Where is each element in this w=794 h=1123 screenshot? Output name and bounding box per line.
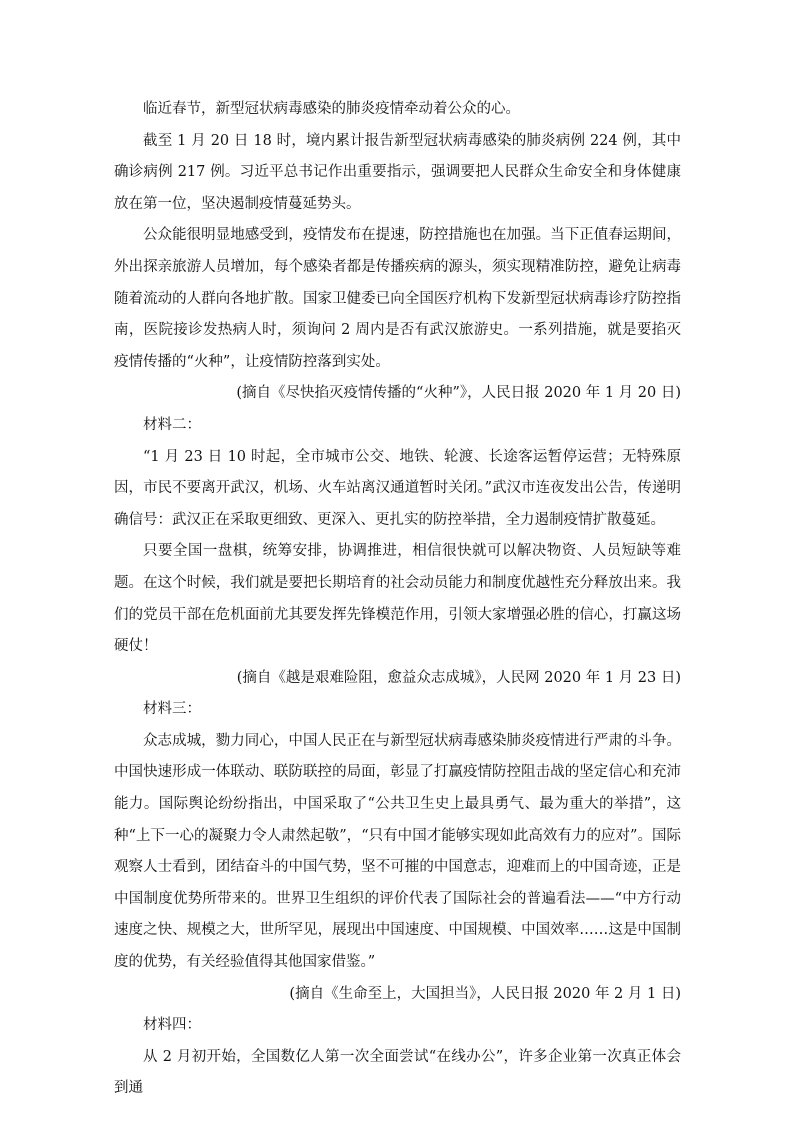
source-citation-2: (摘自《越是艰难险阻，愈益众志成城》，人民网 2020 年 1 月 23 日): [236, 669, 681, 686]
paragraph-wuhan-notice: “1 月 23 日 10 时起，全市城市公交、地铁、轮渡、长途客运暂停运营；无特殊原因，市民不要离开武汉，机场、火车站离汉通道暂时关闭。”武汉市连夜发出公告，传递明确信号：武汉正在采取更细致、更深入、更扎实的防控举措，全力遏制疫情扩散蔓延。: [114, 448, 681, 528]
document-body: [114, 94, 681, 1105]
paragraph-intro: 临近春节，新型冠状病毒感染的肺炎疫情牵动着公众的心。: [143, 101, 520, 117]
paragraph-prevention: 公众能很明显地感受到，疫情发布在提速，防控措施也在加强。当下正值春运期间，外出探亲旅游人员增加，每个感染者都是传播疾病的源头，须实现精准防控，避免让病毒随着流动的人群向各地扩散。国家卫健委已向全国医疗机构下发新型冠状病毒诊疗防控指南，医院接诊发热病人时，须询问 2 周内是否有武汉旅游史。一系列措施，就是要掐灭疫情传播的“火种”，让疫情防控落到实处。: [114, 227, 681, 370]
paragraph-national-coordination: 只要全国一盘棋，统筹安排，协调推进，相信很快就可以解决物资、人员短缺等难题。在这个时候，我们就是要把长期培育的社会动员能力和制度优越性充分释放出来。我们的党员干部在危机面前尤其要发挥先锋模范作用，引领大家增强必胜的信心，打赢这场硬仗！: [114, 543, 681, 655]
paragraph-online-office: 从 2 月初开始，全国数亿人第一次全面尝试“在线办公”，许多企业第一次真正体会到通: [114, 1048, 681, 1097]
paragraph-international-view: 众志成城，勠力同心，中国人民正在与新型冠状病毒感染肺炎疫情进行严肃的斗争。中国快速形成一体联动、联防联控的局面，彰显了打赢疫情防控阻击战的坚定信心和充沛能力。国际舆论纷纷指出，中国采取了“公共卫生史上最具勇气、最为重大的举措”，这种“上下一心的凝聚力令人肃然起敬”，“只有中国才能够实现如此高效有力的应对”。国际观察人士看到，团结奋斗的中国气势，坚不可摧的中国意志，迎难而上的中国奇迹，正是中国制度优势所带来的。世界卫生组织的评价代表了国际社会的普遍看法——“中方行动速度之快、规模之大，世所罕见，展现出中国速度、中国规模、中国效率……这是中国制度的优势，有关经验值得其他国家借鉴。”: [114, 732, 681, 971]
paragraph-case-count: 截至 1 月 20 日 18 时，境内累计报告新型冠状病毒感染的肺炎病例 224 例，其中确诊病例 217 例。习近平总书记作出重要指示，强调要把人民群众生命安全和身体健康放在第一位，坚决遏制疫情蔓延势头。: [114, 132, 681, 212]
material-heading-4: 材料四：: [143, 1017, 201, 1034]
source-citation-3: (摘自《生命至上，大国担当》，人民日报 2020 年 2 月 1 日): [289, 985, 681, 1002]
material-heading-2: 材料二：: [143, 416, 201, 433]
source-citation-1: (摘自《尽快掐灭疫情传播的“火种”》，人民日报 2020 年 1 月 20 日): [236, 385, 681, 402]
material-heading-3: 材料三：: [143, 701, 201, 718]
